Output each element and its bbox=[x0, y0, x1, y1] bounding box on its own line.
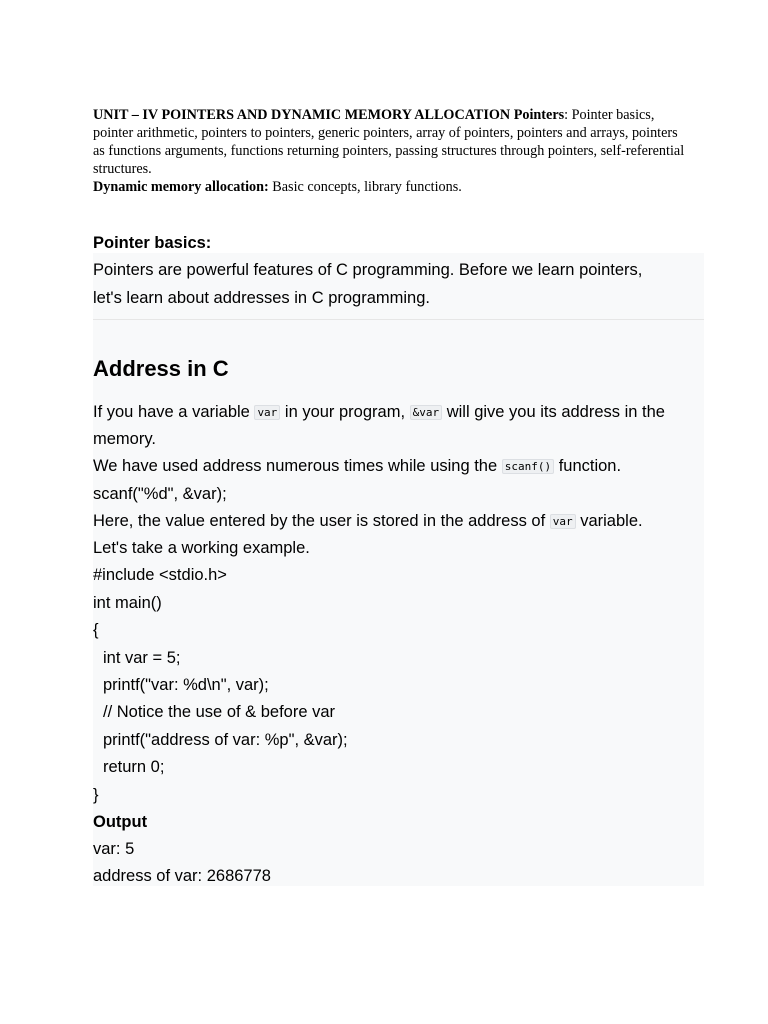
syllabus-paragraph bbox=[93, 106, 693, 178]
pointer-basics-line-1: Pointers are powerful features of C programming. Before we learn pointers, bbox=[93, 261, 643, 279]
code-line: // Notice the use of & before var bbox=[103, 703, 336, 721]
scanf-line: scanf("%d", &var); bbox=[93, 485, 227, 503]
address-text: If you have a variable bbox=[93, 403, 255, 421]
pointer-basics-line-2: let's learn about addresses in C programming. bbox=[93, 289, 430, 307]
scanf-paragraph bbox=[93, 457, 621, 476]
scanf-text: function. bbox=[554, 457, 622, 475]
inline-code-var-2: var bbox=[550, 514, 576, 529]
section-divider bbox=[93, 319, 704, 320]
address-heading: Address in C bbox=[93, 356, 229, 381]
code-line: } bbox=[93, 786, 99, 804]
output-label: Output bbox=[93, 813, 148, 831]
code-line: printf("var: %d\n", var); bbox=[103, 676, 269, 694]
example-intro: Let's take a working example. bbox=[93, 539, 310, 557]
pointer-basics-heading: Pointer basics: bbox=[93, 234, 212, 252]
address-text: will give you its address in the bbox=[442, 403, 665, 421]
address-paragraph-line-2: memory. bbox=[93, 430, 156, 448]
output-line-1: var: 5 bbox=[93, 840, 135, 858]
code-line: int main() bbox=[93, 594, 162, 612]
code-line: #include <stdio.h> bbox=[93, 566, 227, 584]
pointers-topics: : Pointer basics, pointer arithmetic, pointers to pointers, generic pointers, array of pointers, pointers and arrays, pointers as functions arguments, functions returning pointers, passing structures through pointers, self-referential structures. bbox=[93, 107, 685, 177]
code-line: int var = 5; bbox=[103, 649, 181, 667]
inline-code-scanf: scanf() bbox=[502, 459, 554, 474]
syllabus-intro bbox=[93, 106, 693, 196]
stored-paragraph bbox=[93, 512, 643, 531]
dma-topics: Basic concepts, library functions. bbox=[268, 179, 462, 195]
unit-heading: UNIT – IV POINTERS AND DYNAMIC MEMORY ALLOCATION bbox=[93, 107, 511, 123]
code-line: return 0; bbox=[103, 758, 165, 776]
content-panel bbox=[93, 253, 704, 886]
address-paragraph-line-1 bbox=[93, 403, 665, 422]
address-text: in your program, bbox=[280, 403, 410, 421]
output-line-2: address of var: 2686778 bbox=[93, 867, 271, 885]
stored-text: Here, the value entered by the user is stored in the address of bbox=[93, 512, 550, 530]
dma-paragraph bbox=[93, 178, 693, 196]
inline-code-var: var bbox=[254, 405, 280, 420]
code-line: { bbox=[93, 621, 99, 639]
pointers-label: Pointers bbox=[513, 107, 565, 123]
inline-code-ampvar: &var bbox=[410, 405, 443, 420]
stored-text: variable. bbox=[575, 512, 643, 530]
scanf-text: We have used address numerous times while using the bbox=[93, 457, 502, 475]
dma-label: Dynamic memory allocation: bbox=[93, 179, 269, 195]
code-line: printf("address of var: %p", &var); bbox=[103, 731, 348, 749]
